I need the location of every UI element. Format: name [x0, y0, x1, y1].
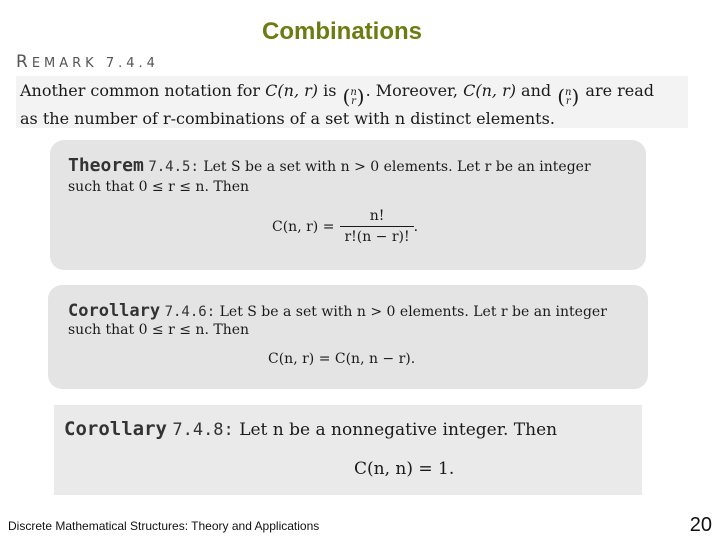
corollary-748-formula: C(n, n) = 1. [354, 459, 455, 479]
corollary-748-label: Corollary [64, 418, 167, 440]
theorem-label: Theorem [68, 155, 144, 176]
remark-text-seg2: is [318, 81, 342, 100]
remark-initial: R [16, 52, 32, 72]
remark-body [16, 76, 688, 128]
remark-text-seg5: are read [580, 81, 655, 100]
corollary-746-box [48, 285, 648, 389]
remark-cnr-1: C(n, r) [265, 81, 319, 100]
corollary-746-text-1: Let S be a set with n > 0 elements. Let r be an integer [219, 304, 607, 320]
footer-text: Discrete Mathematical Structures: Theory and Applications [8, 519, 320, 533]
remark-heading [16, 52, 159, 72]
remark-text-seg1: Another common notation for [20, 81, 266, 100]
corollary-746-line-1 [68, 301, 607, 322]
slide-title: Combinations [262, 18, 422, 45]
binom-bottom: r [351, 95, 356, 107]
theorem-text-1: Let S be a set with n > 0 elements. Let r be an integer [203, 159, 591, 175]
remark-line-1 [20, 78, 684, 106]
binomial-symbol-2: (n r) [557, 84, 580, 108]
theorem-line-1 [68, 156, 591, 177]
binom-top: n [565, 86, 572, 98]
fraction-numerator: n! [369, 208, 385, 224]
page-number: 20 [689, 514, 712, 536]
theorem-line-2: such that 0 ≤ r ≤ n. Then [68, 179, 250, 195]
corollary-748-text-1: Let n be a nonnegative integer. Then [239, 420, 558, 440]
formula-lhs: C(n, r) = [272, 218, 335, 235]
remark-label: EMARK 7.4.4 [31, 56, 159, 71]
remark-line-2: as the number of r-combinations of a set with n distinct elements. [20, 108, 555, 128]
remark-text-seg4: and [515, 81, 557, 100]
binom-bottom: r [565, 95, 571, 107]
corollary-746-formula: C(n, r) = C(n, n − r). [268, 351, 416, 367]
corollary-746-line-2: such that 0 ≤ r ≤ n. Then [68, 322, 250, 338]
theorem-box [50, 140, 646, 270]
theorem-formula [272, 208, 418, 245]
fraction-denominator: r!(n − r)! [340, 226, 413, 245]
remark-cnr-2: C(n, r) [463, 81, 516, 100]
corollary-746-label: Corollary [68, 301, 161, 321]
formula-fraction [340, 208, 413, 245]
formula-period: . [413, 218, 419, 235]
remark-text-seg3: . Moreover, [365, 81, 464, 100]
corollary-748-box [54, 405, 642, 495]
theorem-number: 7.4.5: [148, 159, 199, 175]
corollary-746-number: 7.4.6: [164, 304, 216, 320]
binomial-symbol-1: (n r) [342, 84, 365, 108]
corollary-748-number: 7.4.8: [172, 420, 234, 440]
binom-top: n [350, 86, 357, 98]
corollary-748-line-1 [64, 419, 557, 440]
